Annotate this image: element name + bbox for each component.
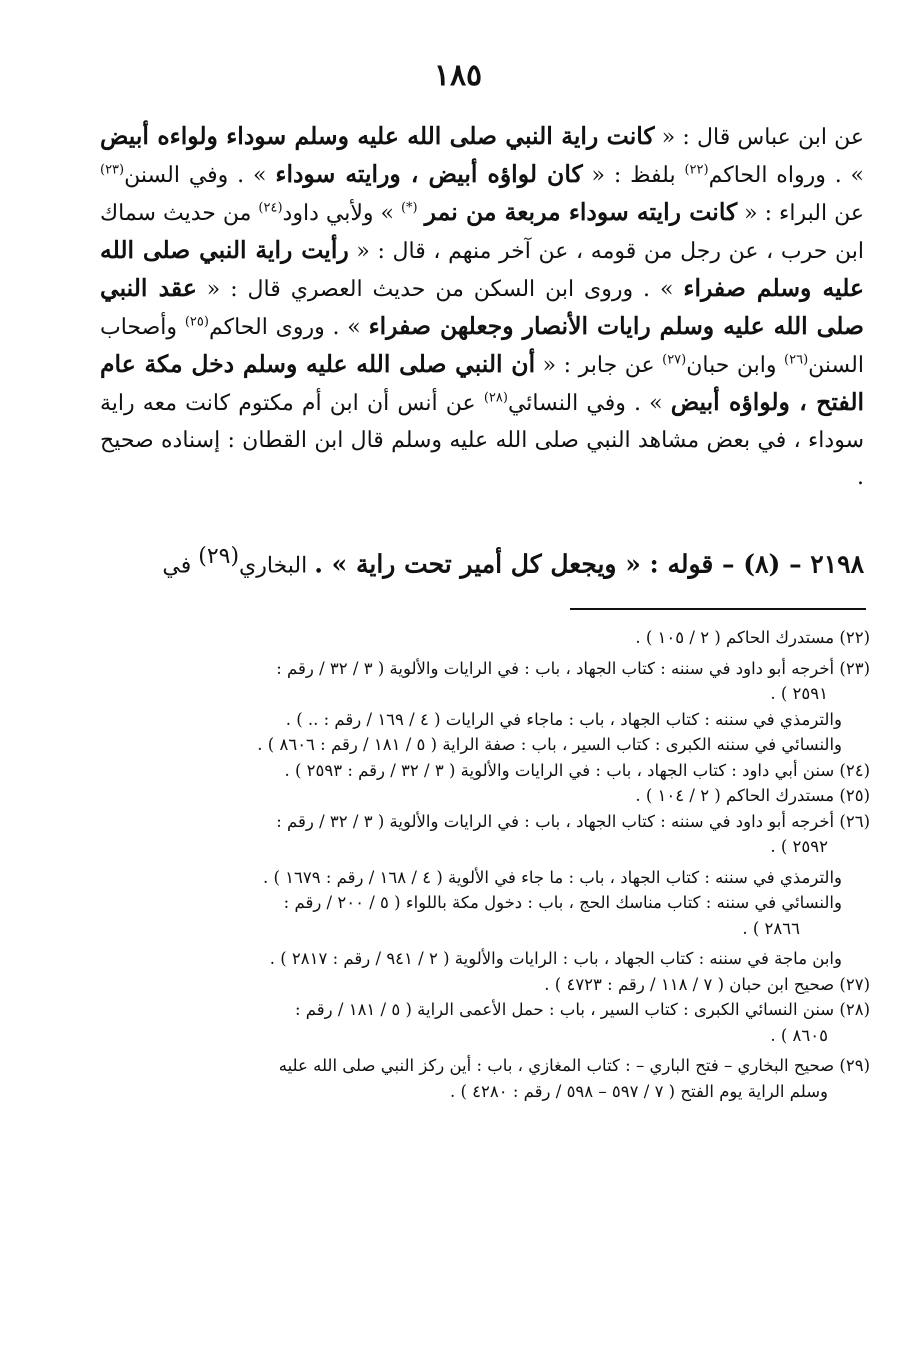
footnote-line bbox=[100, 890, 870, 941]
footnote-line: والترمذي في سننه : كتاب الجهاد ، باب : ما جاء في الألوية ( ٤ / ١٦٨ / رقم : ١٦٧٩ ) . bbox=[262, 867, 842, 887]
main-paragraph bbox=[100, 118, 864, 496]
footnote-28 bbox=[100, 997, 870, 1048]
text-segment: عن ابن عباس قال : « bbox=[654, 125, 864, 150]
footnote-ref[interactable]: (٢٣) bbox=[100, 162, 125, 178]
quote-text: رأيت راية النبي صلى الله عليه وسلم صفراء bbox=[100, 236, 864, 302]
footnote-25: (٢٥) مستدرك الحاكم ( ٢ / ١٠٤ ) . bbox=[635, 786, 870, 805]
text-segment: عن البراء : « bbox=[737, 201, 864, 226]
footnote-ref[interactable]: (٢٢) bbox=[684, 162, 709, 178]
footnote-line: والنسائي في سننه الكبرى : كتاب السير ، باب : صفة الراية ( ٥ / ١٨١ / رقم : ٨٦٠٦ ) . bbox=[257, 735, 842, 754]
footnote-ref[interactable]: (٢٦) bbox=[784, 352, 809, 368]
text-segment: عن أنس أن ابن أم مكتوم كانت معه راية سوداء ، في بعض مشاهد النبي صلى الله عليه وسلم قال ابن القطان : إسناده صحيح . bbox=[100, 391, 864, 490]
footnote-26 bbox=[100, 809, 870, 860]
page-number: ١٨٥ bbox=[433, 58, 483, 93]
footnote-line: والنسائي في سننه : كتاب مناسك الحج ، باب : دخول مكة باللواء ( ٥ / ٢٠٠ / رقم : bbox=[283, 893, 842, 912]
footnote-27: (٢٧) صحيح ابن حبان ( ٧ / ١١٨ / رقم : ٤٧٢٣ ) . bbox=[544, 974, 870, 994]
footnote-ref[interactable]: (٢٧) bbox=[662, 352, 687, 368]
footnote-line: والترمذي في سننه : كتاب الجهاد ، باب : ماجاء في الرايات ( ٤ / ١٦٩ / رقم : .. ) . bbox=[285, 709, 842, 729]
quote-text: كان لواؤه أبيض ، ورايته سوداء bbox=[275, 160, 583, 188]
text-segment: من حديث سماك ابن حرب ، عن رجل من قومه ، عن آخر منهم ، قال : « bbox=[100, 201, 865, 264]
text-segment: وابن حبان bbox=[686, 353, 785, 378]
quote-text: أن النبي صلى الله عليه وسلم دخل مكة عام الفتح ، ولواؤه أبيض bbox=[100, 350, 865, 416]
footnote-line: وسلم الراية يوم الفتح ( ٧ / ٥٩٧ – ٥٩٨ / رقم : ٤٢٨٠ ) . bbox=[450, 1081, 828, 1101]
text-segment: » ولأبي داود bbox=[282, 201, 401, 226]
footnote-ref[interactable]: (٢٩) bbox=[198, 544, 240, 569]
text-segment: » . وفي السنن bbox=[124, 163, 276, 188]
text-segment: وأصحاب السنن bbox=[100, 315, 864, 378]
entry-title: ٢١٩٨ – (٨) – قوله : « ويجعل كل أمير تحت راية » . bbox=[314, 549, 864, 579]
footnotes bbox=[100, 625, 870, 1104]
footnote-ref[interactable]: (*) bbox=[400, 200, 418, 216]
footnote-22: (٢٢) مستدرك الحاكم ( ٢ / ١٠٥ ) . bbox=[635, 628, 870, 647]
footnote-line: ٨٦٠٥ ) . bbox=[770, 1025, 828, 1045]
footnote-ref[interactable]: (٢٥) bbox=[184, 314, 209, 330]
quote-text: كانت راية النبي صلى الله عليه وسلم سوداء ولواءه أبيض bbox=[100, 122, 655, 150]
quote-text: عقد النبي صلى الله عليه وسلم رايات الأنصار وجعلهن صفراء bbox=[100, 274, 864, 340]
quote-text: كانت رايته سوداء مربعة من نمر bbox=[424, 198, 738, 226]
text-segment: » . وروى ابن السكن من حديث العصري قال : « bbox=[196, 277, 684, 302]
footnote-line: (٢٨) سنن النسائي الكبرى : كتاب السير ، باب : حمل الأعمى الراية ( ٥ / ١٨١ / رقم : bbox=[295, 1000, 870, 1019]
text-segment: بلفظ : « bbox=[582, 163, 685, 188]
text-segment: » . وفي النسائي bbox=[507, 391, 671, 416]
footnote-line: (٢٣) أخرجه أبو داود في سننه : كتاب الجهاد ، باب : في الرايات والألوية ( ٣ / ٣٢ / رقم : bbox=[276, 658, 870, 678]
text-segment: » . وروى الحاكم bbox=[208, 315, 369, 340]
entry-source: البخاري bbox=[239, 553, 315, 579]
footnote-29 bbox=[100, 1053, 870, 1104]
footnote-24: (٢٤) سنن أبي داود : كتاب الجهاد ، باب : في الرايات والألوية ( ٣ / ٣٢ / رقم : ٢٥٩٣ ) . bbox=[284, 760, 870, 780]
text-segment: عن جابر : « bbox=[535, 353, 663, 378]
hadith-entry-heading bbox=[100, 537, 864, 586]
entry-continuation: في bbox=[162, 553, 199, 579]
footnote-ref[interactable]: (٢٤) bbox=[258, 200, 283, 216]
footnote-line: (٢٦) أخرجه أبو داود في سننه : كتاب الجهاد ، باب : في الرايات والألوية ( ٣ / ٣٢ / رقم : bbox=[276, 811, 870, 831]
footnote-23 bbox=[100, 656, 870, 707]
footnote-ref[interactable]: (٢٨) bbox=[483, 390, 508, 406]
footnote-line: وابن ماجة في سننه : كتاب الجهاد ، باب : الرايات والألوية ( ٢ / ٩٤١ / رقم : ٢٨١٧ ) . bbox=[269, 949, 842, 968]
footnote-line: ٢٨٦٦ ) . bbox=[742, 918, 800, 938]
footnote-line: (٢٩) صحيح البخاري – فتح الباري – : كتاب المغازي ، باب : أين ركز النبي صلى الله عليه bbox=[278, 1056, 870, 1075]
text-segment: » . ورواه الحاكم bbox=[708, 163, 865, 188]
footnote-separator bbox=[570, 608, 866, 610]
footnote-line: ٢٥٩١ ) . bbox=[770, 684, 828, 703]
footnote-line: ٢٥٩٢ ) . bbox=[770, 837, 828, 856]
